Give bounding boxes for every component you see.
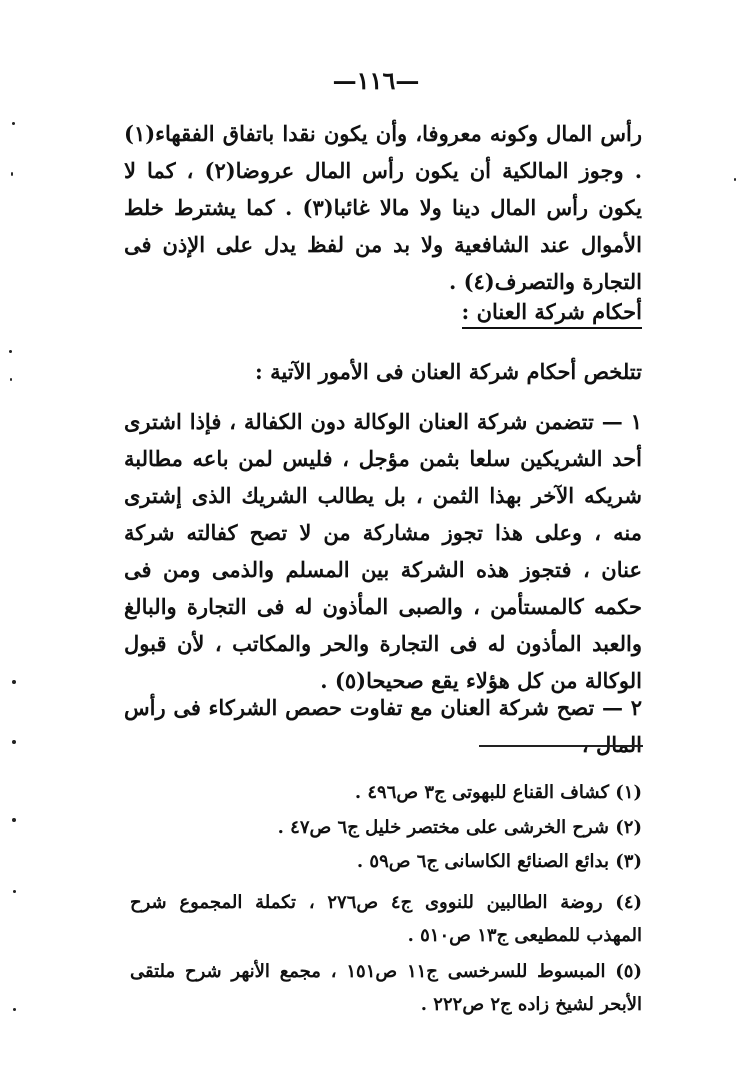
scan-speck [12, 818, 16, 822]
footnote-1: (١) كشاف القناع للبهوتى ج٣ ص٤٩٦ . [354, 782, 642, 803]
scan-speck [11, 172, 13, 176]
footnote-divider [479, 745, 643, 747]
page-number: —١١٦— [332, 66, 420, 95]
list-item-2: ٢ — تصح شركة العنان مع تفاوت حصص الشركاء فى رأس المال ، [124, 695, 642, 757]
scan-speck [13, 1008, 16, 1011]
scan-speck [12, 680, 16, 684]
footnote-3: (٣) بدائع الصنائع الكاسانى ج٦ ص٥٩ . [356, 851, 642, 872]
scan-speck [734, 178, 736, 181]
list-item-1: ١ — تتضمن شركة العنان الوكالة دون الكفالة ، فإذا اشترى أحد الشريكين سلعا بثمن مؤجل ، فليس لمن باعه مطالبة شريكه الآخر بهذا الثمن ، بل يطالب الشريك الذى إشترى منه ، وعلى هذا تجوز مشاركة من لا تصح كفالته شركة عنان ، فتجوز هذه الشركة بين المسلم والذمى ومن فى حكمه كالمستأمن ، والصبى المأذون له فى التجارة والبالغ والعبد المأذون له فى التجارة والحر والمكاتب ، لأن قبول الوكالة من كل هؤلاء يقع صحيحا(٥) . [124, 409, 642, 693]
scan-speck [10, 378, 12, 381]
scan-speck [12, 122, 15, 125]
intro-paragraph: تتلخص أحكام شركة العنان فى الأمور الآتية : [255, 359, 642, 384]
footnote-5: (٥) المبسوط للسرخسى ج١١ ص١٥١ ، مجمع الأنهر شرح ملتقى الأبحر لشيخ زاده ج٢ ص٢٢٢ . [130, 961, 642, 1015]
footnote-2: (٢) شرح الخرشى على مختصر خليل ج٦ ص٤٧ . [277, 817, 642, 838]
body-paragraph-capital: رأس المال وكونه معروفا، وأن يكون نقدا باتفاق الفقهاء(١) . وجوز المالكية أن يكون رأس المال عروضا(٢) ، كما لا يكون رأس المال دينا ولا مالا غائبا(٣) . كما يشترط خلط الأموال عند الشافعية ولا بد من لفظ يدل على الإذن فى التجارة والتصرف(٤) . [124, 121, 642, 294]
scan-speck [13, 890, 16, 893]
section-heading-text: أحكام شركة العنان : [462, 299, 642, 329]
scan-speck [12, 740, 16, 744]
section-heading [124, 293, 642, 330]
footnote-4: (٤) روضة الطالبين للنووى ج٤ ص٢٧٦ ، تكملة المجموع شرح المهذب للمطيعى ج١٣ ص٥١٠ . [130, 892, 643, 946]
scan-speck [9, 350, 12, 353]
